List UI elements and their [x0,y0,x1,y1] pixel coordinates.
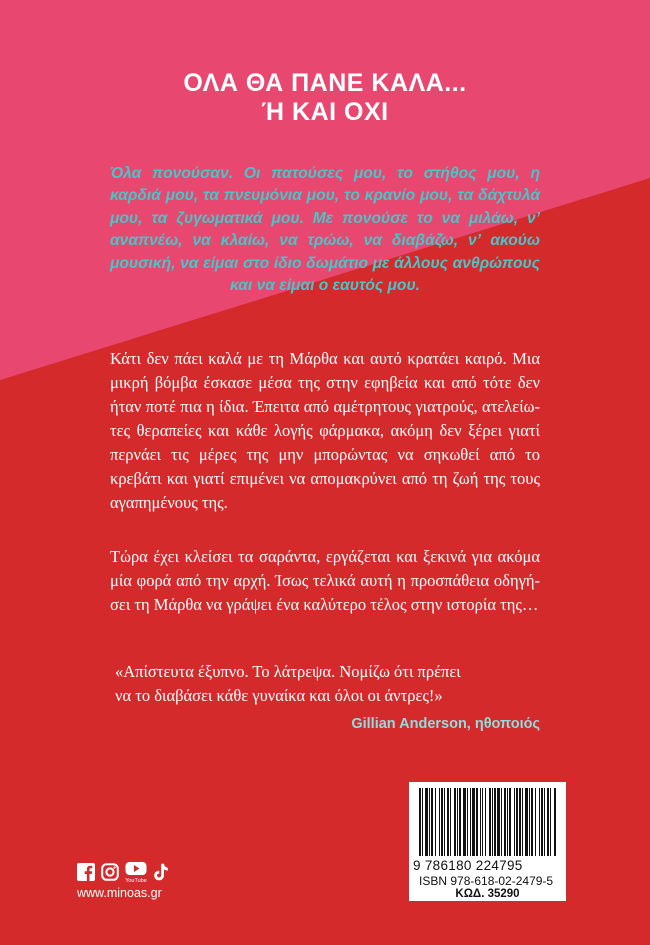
facebook-icon[interactable] [77,863,95,886]
book-title-line-2: Ή ΚΑΙ ΟΧΙ [261,98,389,126]
youtube-icon[interactable] [125,861,147,888]
barcode-digits: 9 786180 224795 [413,858,523,873]
review-blurb-line-1: «Απίστευτα έξυπνο. Το λάτρεψα. Νομίζω ότι πρέπει [115,662,461,681]
synopsis-paragraph-1: Κάτι δεν πάει καλά με τη Μάρθα και αυτό κρατάει καιρό. Μια μικρή βόμβα έσκασε μέσα της στην εφηβεία και από τότε δεν ήταν ποτέ πια η ίδια. Έπειτα από αμέτρητους γιατρούς, ατελείωτες θεραπείες και κάθε λογής φάρμακα, ακόμη δεν ξέρει γιατί περνάει τις μέρες της μην μπορώντας να σηκωθεί από το κρεβάτι και γιατί επιμένει να απομακρύνει από τη ζωή της τους αγαπημένους της. [110,349,540,512]
synopsis-paragraph-2: Τώρα έχει κλείσει τα σαράντα, εργάζεται και ξεκινά για ακόμα μία φορά από την αρχή. Ίσως τελικά αυτή η προσπάθεια οδηγήσει τη Μάρθα να γράψει ένα καλύτερο τέλος στην ιστορία της… [110,547,540,614]
product-code: ΚΩΔ. 35290 [455,888,520,900]
social-icons [77,861,169,888]
barcode-bars [409,782,566,858]
youtube-label: YouTube [125,878,147,883]
barcode-label [409,782,566,901]
tiktok-icon[interactable] [153,863,169,886]
review-blurb-line-2: να το διαβάσει κάθε γυναίκα και όλοι οι άντρες!» [115,686,443,705]
book-title-line-1: ΟΛΑ ΘΑ ΠΑΝΕ ΚΑΛΑ... [183,69,467,97]
excerpt-quote: Όλα πονούσαν. Οι πατούσες μου, το στήθος μου, η καρδιά μου, τα πνευμόνια μου, το κρανίο μου, τα δάχτυλά μου, τα ζυγωματικά μου. Με πονούσε το να μιλάω, ν’ αναπνέω, να κλαίω, να τρώω, να διαβάζω, ν’ ακούω μουσική, να είμαι στο ίδιο δωμάτιο με άλλους ανθρώπους και να είμαι ο εαυτός μου. [110,165,540,295]
review-attribution: Gillian Anderson, ηθοποιός [351,716,540,732]
instagram-icon[interactable] [101,863,119,886]
isbn-number: ISBN 978-618-02-2479-5 [419,874,554,888]
publisher-website[interactable]: www.minoas.gr [77,886,162,900]
